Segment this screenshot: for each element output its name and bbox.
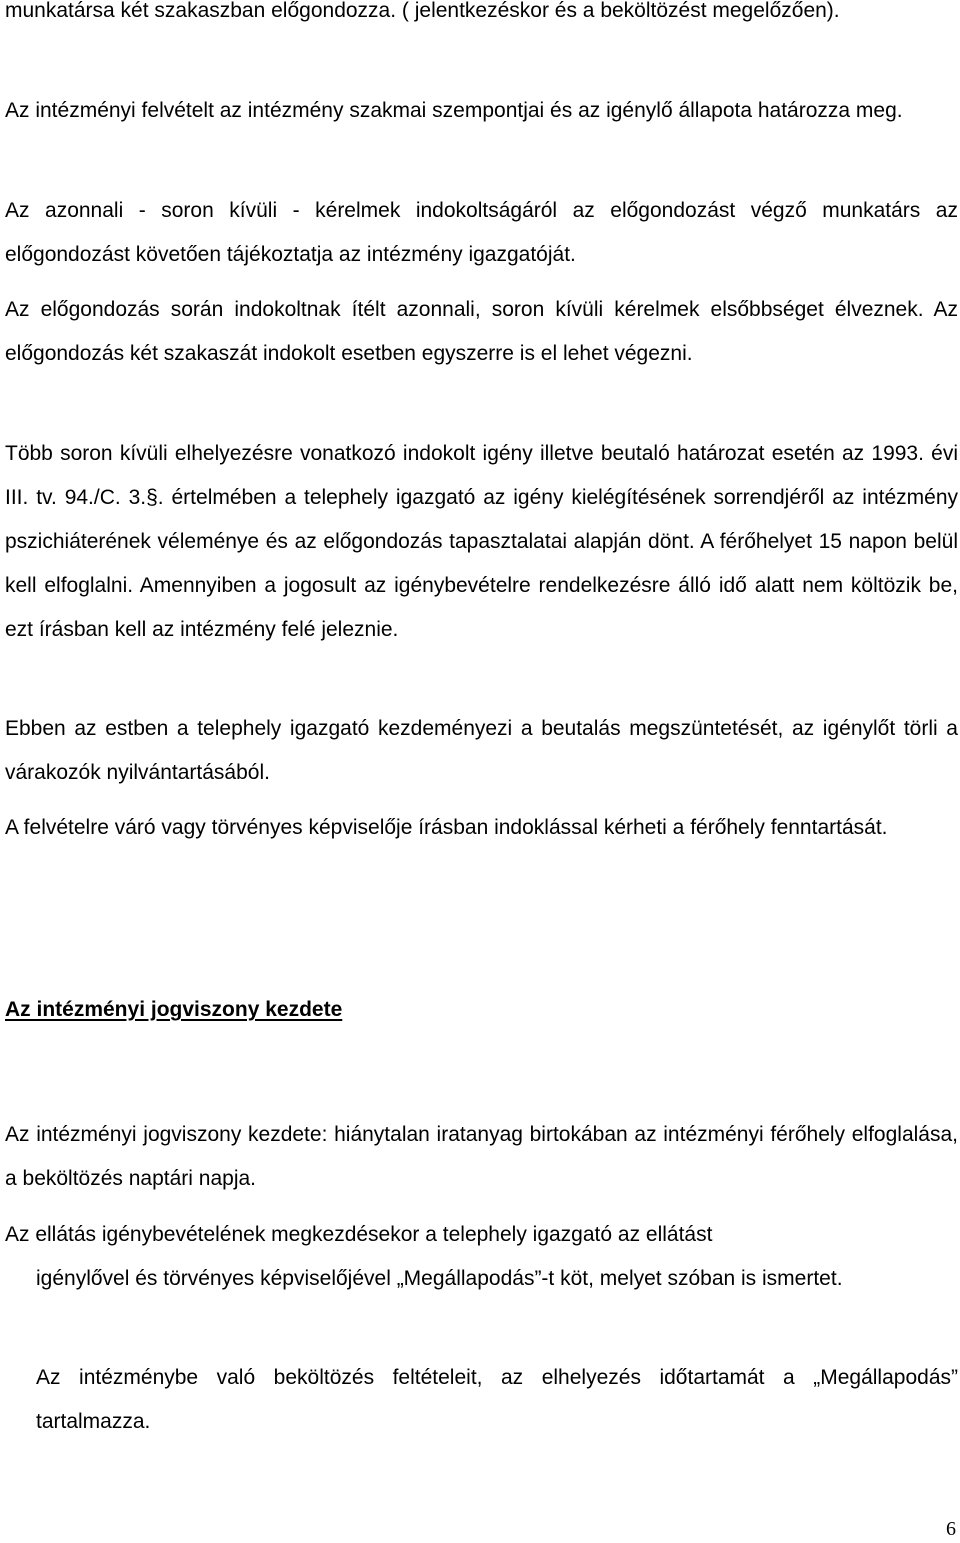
paragraph-admission-decision: Az intézményi felvételt az intézmény szakmai szempontjai és az igénylő állapota határozza meg. <box>5 99 903 122</box>
section-heading: Az intézményi jogviszony kezdete <box>5 998 343 1021</box>
page-number: 6 <box>946 1518 956 1540</box>
paragraph-termination: Ebben az estben a telephely igazgató kezdeményezi a beutalás megszüntetését, az igénylőt törli a várakozók nyilvántartásából. <box>5 717 958 784</box>
paragraph-multiple-requests: Több soron kívüli elhelyezésre vonatkozó indokolt igény illetve beutaló határozat esetén az 1993. évi III. tv. 94./C. 3.§. értelmében a telephely igazgató az igény kielégítésének sorrendjéről az intézmény pszichiáterének véleménye és az előgondozás tapasztalatai alapján dönt. A férőhelyet 15 napon belül kell elfoglalni. Amennyiben a jogosult az igénybevételre rendelkezésre álló idő alatt nem költözik be, ezt írásban kell az intézmény felé jeleznie. <box>5 442 958 641</box>
paragraph-urgent-requests: Az azonnali - soron kívüli - kérelmek indokoltságáról az előgondozást végző munkatárs az előgondozást követően tájékoztatja az intézmény igazgatóját. <box>5 199 958 266</box>
paragraph-reservation: A felvételre váró vagy törvényes képviselője írásban indoklással kérheti a férőhely fenntartását. <box>5 816 888 839</box>
paragraph-agreement: igénylővel és törvényes képviselőjével „Megállapodás”-t köt, melyet szóban is ismertet. <box>36 1267 843 1290</box>
paragraph-service-start: Az ellátás igénybevételének megkezdésekor a telephely igazgató az ellátást <box>5 1223 713 1246</box>
paragraph-conditions: Az intézménybe való beköltözés feltételeit, az elhelyezés időtartamát a „Megállapodás” tartalmazza. <box>36 1366 958 1433</box>
paragraph-legal-start: Az intézményi jogviszony kezdete: hiánytalan iratanyag birtokában az intézményi férőhely elfoglalása, a beköltözés naptári napja. <box>5 1123 958 1190</box>
paragraph-preadmission-stages: munkatársa két szakaszban előgondozza. ( jelentkezéskor és a beköltözést megelőzően). <box>5 0 840 22</box>
paragraph-priority: Az előgondozás során indokoltnak ítélt azonnali, soron kívüli kérelmek elsőbbséget élveznek. Az előgondozás két szakaszát indokolt esetben egyszerre is el lehet végezni. <box>5 298 958 365</box>
